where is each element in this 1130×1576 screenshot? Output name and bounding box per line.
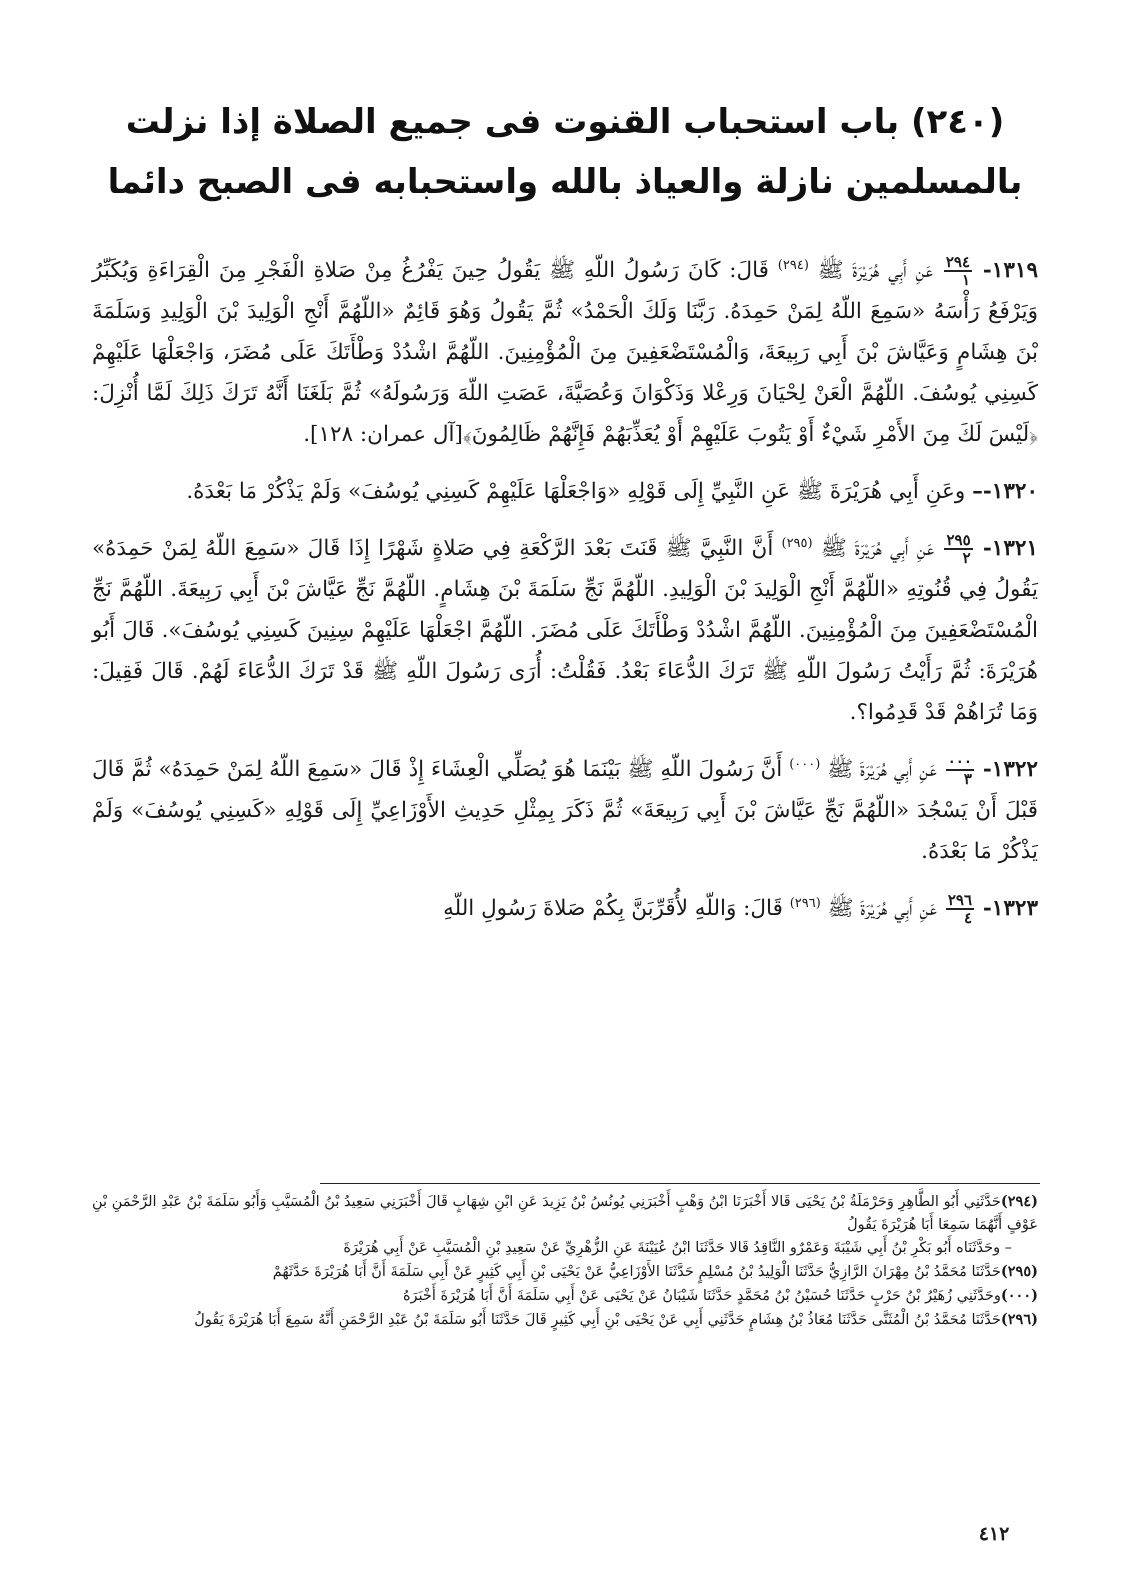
footnote-number: (٢٩٦)	[1000, 1311, 1038, 1328]
reference-top: ٢٩٤	[945, 253, 971, 271]
footnote	[92, 1237, 1038, 1260]
hadith-text: قَالَ: وَاللّهِ لأُقَرِّبَنَّ بِكُمْ صَلاةَ رَسُولِ اللّهِ	[443, 896, 783, 921]
footnote-text: حَدَّثَنَا مُحَمَّدُ بْنُ الْمُثَنَّى حَدَّثَنَا مُعَاذُ بْنُ هِشَامٍ حَدَّثَنِي أَبِي عَنْ يَحْيَى بْنِ أَبِي كَثِيرٍ قَالَ حَدَّثَنَا أَبُو سَلَمَةَ بْنُ عَبْدِ الرَّحْمَنِ أَنَّهُ سَمِعَ أَبَا هُرَيْرَةَ يَقُولُ	[194, 1312, 1001, 1328]
hadith-narrator: عَنِ أَبِي هُرَيْرَةَ ﷺ	[817, 258, 934, 283]
footnote-marker: (٠٠٠)	[789, 756, 821, 772]
page-number: ٤١٢	[978, 1523, 1010, 1545]
footnote-number: (٢٩٥)	[1000, 1263, 1038, 1280]
hadith-reference	[946, 753, 974, 787]
hadith-number: ١٣٢٣-	[982, 896, 1038, 921]
footnote-marker: (٢٩٥)	[781, 535, 813, 551]
reference-top: ٢٩٦	[947, 891, 973, 909]
hadith-number: ١٣٢١-	[982, 536, 1038, 561]
hadith-number: ١٣١٩-	[982, 258, 1038, 283]
footnote	[92, 1308, 1038, 1332]
footnotes	[92, 1190, 1038, 1332]
chapter-title-line-2: بالمسلمين نازلة والعياذ بالله واستحبابه فى الصبح دائما	[107, 162, 1023, 202]
hadith-narrator: عَنِ أَبِي هُرَيْرَةَ ﷺ	[827, 757, 937, 782]
hadith-narrator: عَنِ أَبِي هُرَيْرَةَ ﷺ	[820, 536, 935, 561]
hadith-paragraph	[92, 528, 1038, 733]
reference-top: ٠٠٠	[947, 752, 972, 770]
hadith-reference	[944, 254, 972, 288]
hadith-reference	[944, 532, 972, 566]
hadith-text: أَنَّ النَّبِيَّ ﷺ قَنَتَ بَعْدَ الرَّكْعَةِ فِي صَلاةٍ شَهْرًا إِذَا قَالَ «سَمِعَ اللّهُ لِمَنْ حَمِدَهُ» يَقُولُ فِي قُنُوتِهِ «اللّهُمَّ أَنْجِ الْوَلِيدَ بْنَ الْوَلِيدِ. اللّهُمَّ نَجِّ سَلَمَةَ بْنَ هِشَامٍ. اللّهُمَّ نَجِّ عَيَّاشَ بْنَ أَبِي رَبِيعَةَ. اللّهُمَّ نَجِّ الْمُسْتَضْعَفِينَ مِنَ الْمُؤْمِنِينَ. اللّهُمَّ اشْدُدْ وَطْأَتَكَ عَلَى مُضَرَ. اللّهُمَّ اجْعَلْهَا عَلَيْهِمْ سِنِينَ كَسِنِي يُوسُفَ». قَالَ أَبُو هُرَيْرَةَ: ثُمَّ رَأَيْتُ رَسُولَ اللّهِ ﷺ تَرَكَ الدُّعَاءَ بَعْدُ. فَقُلْتُ: أُرَى رَسُولَ اللّهِ ﷺ قَدْ تَرَكَ الدُّعَاءَ لَهُمْ. قَالَ فَقِيلَ: وَمَا تُرَاهُمْ قَدْ قَدِمُوا؟.	[92, 536, 1039, 725]
reference-bottom: ٣	[963, 770, 972, 788]
footnote-number: (٠٠٠)	[1000, 1287, 1038, 1304]
reference-top: ٢٩٥	[946, 531, 971, 549]
hadith-paragraph	[92, 250, 1038, 455]
hadith-number: ١٣٢٠-–	[972, 479, 1038, 504]
hadith-narrator: عَنِ أَبِي هُرَيْرَةَ ﷺ	[827, 896, 937, 921]
reference-bottom: ٢	[962, 549, 971, 567]
chapter-title	[92, 92, 1038, 212]
reference-bottom: ٤	[963, 909, 973, 927]
reference-bottom: ١	[961, 271, 971, 289]
hadith-text: قَالَ: كَانَ رَسُولُ اللّهِ ﷺ يَقُولُ حِينَ يَفْرُغُ مِنْ صَلاةِ الْفَجْرِ مِنَ الْقِرَاءَةِ وَيُكَبِّرُ وَيَرْفَعُ رَأْسَهُ «سَمِعَ اللّهُ لِمَنْ حَمِدَهُ. رَبَّنَا وَلَكَ الْحَمْدُ» ثُمَّ يَقُولُ وَهُوَ قَائِمٌ «اللّهُمَّ أَنْجِ الْوَلِيدَ بْنَ الْوَلِيدِ وَسَلَمَةَ بْنَ هِشَامٍ وَعَيَّاشَ بْنَ أَبِي رَبِيعَةَ، وَالْمُسْتَضْعَفِينَ مِنَ الْمُؤْمِنِينَ. اللّهُمَّ اشْدُدْ وَطْأَتَكَ عَلَى مُضَرَ، وَاجْعَلْهَا عَلَيْهِمْ كَسِنِي يُوسُفَ. اللّهُمَّ الْعَنْ لِحْيَانَ وَرِعْلا وَذَكْوَانَ وَعُصَيَّةَ، عَصَتِ اللّهَ وَرَسُولَهُ» ثُمَّ بَلَغَنَا أَنَّهُ تَرَكَ ذَلِكَ لَمَّا أُنْزِلَ: ﴿لَيْسَ لَكَ مِنَ الأَمْرِ شَيْءٌ أَوْ يَتُوبَ عَلَيْهِمْ أَوْ يُعَذِّبَهُمْ فَإِنَّهُمْ ظَالِمُونَ﴾[آل عمران: ١٢٨].	[92, 258, 1038, 447]
footnote-divider	[320, 1183, 1040, 1184]
hadith-number: ١٣٢٢-	[982, 757, 1038, 782]
footnote-text: حَدَّثَنِي أَبُو الطَّاهِرِ وَحَرْمَلَةُ بْنُ يَحْيَى قَالا أَخْبَرَنَا ابْنُ وَهْبٍ أَخْبَرَنِي يُونُسُ بْنُ يَزِيدَ عَنِ ابْنِ شِهَابٍ قَالَ أَخْبَرَنِي سَعِيدُ بْنُ الْمُسَيَّبِ وَأَبُو سَلَمَةَ بْنُ عَبْدِ الرَّحْمَنِ بْنِ عَوْفٍ أَنَّهُمَا سَمِعَا أَبَا هُرَيْرَةَ يَقُولُ	[92, 1194, 1038, 1233]
footnote	[92, 1260, 1038, 1284]
chapter-title-line-1: (٢٤٠) باب استحباب القنوت فى جميع الصلاة إذا نزلت	[125, 102, 1005, 142]
footnote-text: – وحَدَّثَنَاه أَبُو بَكْرِ بْنُ أَبِي شَيْبَةَ وَعَمْرٌو النَّاقِدُ قَالا حَدَّثَنَا ابْنُ عُيَيْنَةَ عَنِ الزُّهْرِيِّ عَنْ سَعِيدِ بْنِ الْمُسَيَّبِ عَنْ أَبِي هُرَيْرَةَ	[343, 1240, 1012, 1256]
hadith-text: أَنَّ رَسُولَ اللّهِ ﷺ بَيْنَمَا هُوَ يُصَلِّي الْعِشَاءَ إِذْ قَالَ «سَمِعَ اللّهُ لِمَنْ حَمِدَهُ» ثُمَّ قَالَ قَبْلَ أَنْ يَسْجُدَ «اللّهُمَّ نَجِّ عَيَّاشَ بْنَ أَبِي رَبِيعَةَ» ثُمَّ ذَكَرَ بِمِثْلِ حَدِيثِ الأَوْزَاعِيِّ إِلَى قَوْلِهِ «كَسِنِي يُوسُفَ» وَلَمْ يَذْكُرْ مَا بَعْدَهُ.	[92, 757, 1038, 864]
hadith-reference	[946, 892, 974, 926]
footnote-text: حَدَّثَنَا مُحَمَّدُ بْنُ مِهْرَانَ الرَّازِيُّ حَدَّثَنَا الْوَلِيدُ بْنُ مُسْلِمٍ حَدَّثَنَا الأَوْزَاعِيُّ عَنْ يَحْيَى بْنِ أَبِي كَثِيرٍ عَنْ أَبِي سَلَمَةَ أَنَّ أَبَا هُرَيْرَةَ حَدَّثَهُمْ	[272, 1264, 1001, 1280]
hadith-paragraph	[92, 888, 1038, 929]
hadith-paragraph	[92, 471, 1038, 512]
footnote-marker: (٢٩٦)	[789, 895, 821, 911]
footnote	[92, 1190, 1038, 1237]
footnote-number: (٢٩٤)	[1000, 1193, 1038, 1210]
hadith-narrator: وعَنِ أَبِي هُرَيْرَةَ ﷺ	[797, 479, 966, 504]
footnote-text: وحَدَّثَنِي زُهَيْرُ بْنُ حَرْبٍ حَدَّثَنَا حُسَيْنُ بْنُ مُحَمَّدٍ حَدَّثَنَا شَيْبَانُ عَنْ يَحْيَى عَنْ أَبِي سَلَمَةَ أَنَّ أَبَا هُرَيْرَةَ أَخْبَرَهُ	[402, 1288, 1001, 1304]
hadith-text: عَنِ النَّبِيِّ إِلَى قَوْلِهِ «وَاجْعَلْهَا عَلَيْهِمْ كَسِنِي يُوسُفَ» وَلَمْ يَذْكُرْ مَا بَعْدَهُ.	[186, 479, 791, 504]
footnote	[92, 1284, 1038, 1308]
hadith-paragraph	[92, 749, 1038, 872]
footnote-marker: (٢٩٤)	[777, 257, 809, 273]
